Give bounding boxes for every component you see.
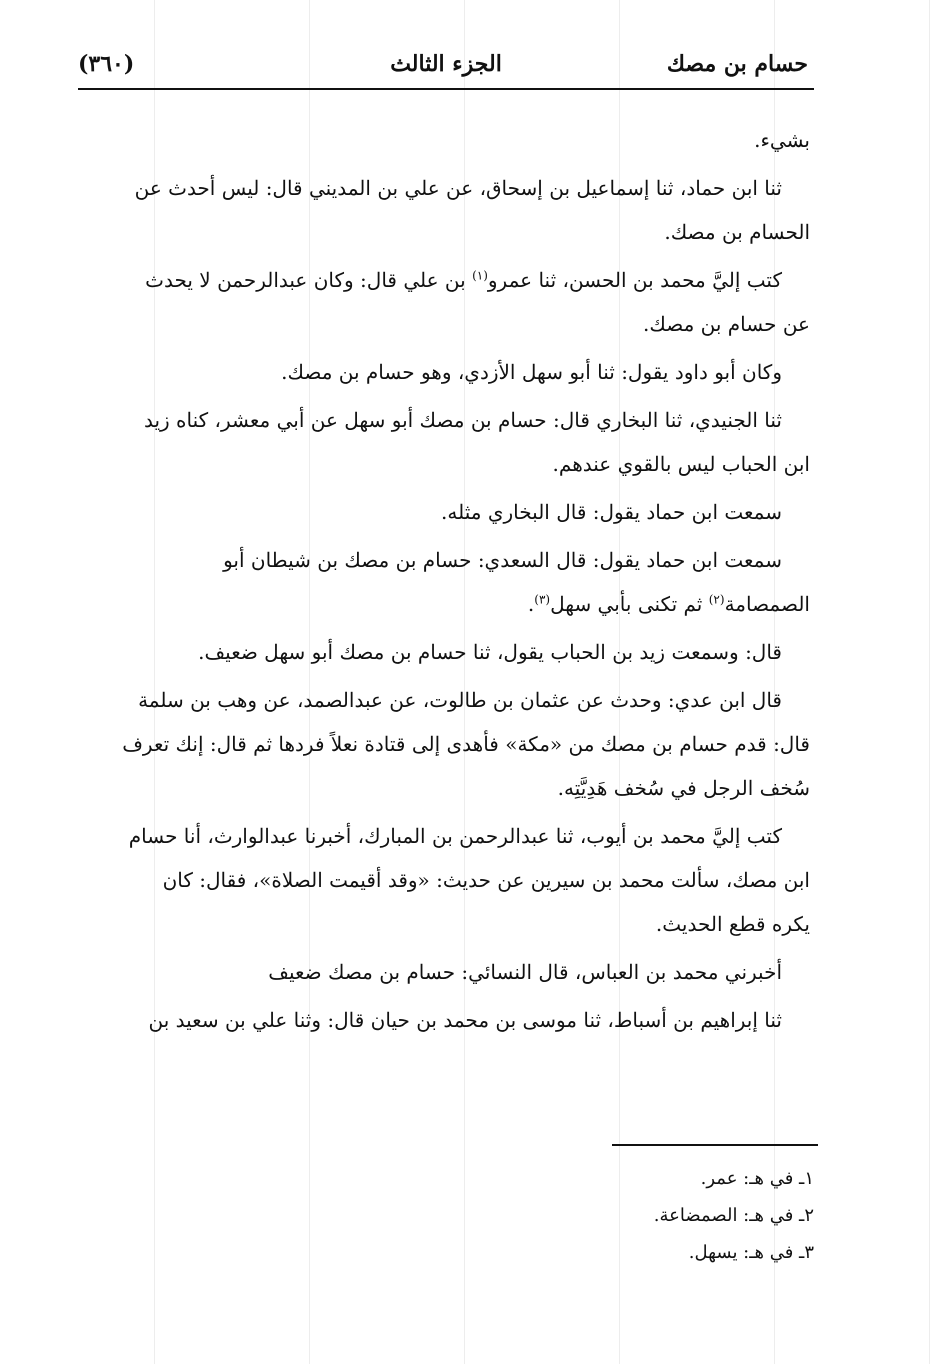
paragraph: [80, 678, 810, 810]
page-header: [78, 44, 814, 84]
paragraph: [80, 998, 810, 1042]
text-line: عن حسام بن مصك.: [643, 312, 810, 336]
text-line: ثنا ابن حماد، ثنا إسماعيل بن إسحاق، عن علي بن المديني قال: ليس أحدث عن: [134, 176, 782, 200]
text-line: قال: وسمعت زيد بن الحباب يقول، ثنا حسام بن مصك أبو سهل ضعيف.: [198, 640, 782, 664]
paragraph: [80, 538, 810, 626]
paragraph: [80, 490, 810, 534]
text-line: يكره قطع الحديث.: [655, 912, 810, 936]
paragraph: [80, 950, 810, 994]
paragraph: [80, 398, 810, 486]
footnote-1: ١ـ في هـ: عمر.: [700, 1168, 814, 1189]
text-line: سُخف الرجل في سُخف هَدِيَّتِه.: [557, 776, 810, 800]
footnote-ref-3: (٣): [534, 592, 551, 607]
text-line: ثنا الجنيدي، ثنا البخاري قال: حسام بن مصك أبو سهل عن أبي معشر، كناه زيد: [143, 408, 782, 432]
running-title: حسام بن مصك: [666, 51, 808, 77]
text-line: أخبرني محمد بن العباس، قال النسائي: حسام بن مصك ضعيف: [268, 960, 782, 984]
text-line: وكان أبو داود يقول: ثنا أبو سهل الأزدي، وهو حسام بن مصك.: [281, 360, 782, 384]
footnote-ref-1: (١): [472, 268, 488, 283]
footnote-3: ٣ـ في هـ: يسهل.: [688, 1242, 814, 1263]
text-line: الصمصامة$^{(٢)}$ ثم تكنى بأبي سهل$^{(٣)}$.: [527, 592, 810, 616]
text-line: كتب إليَّ محمد بن الحسن، ثنا عمرو$^{(١)}$ بن علي قال: وكان عبدالرحمن لا يحدث: [145, 268, 782, 292]
volume-title: الجزء الثالث: [390, 51, 502, 77]
paragraph: [80, 166, 810, 254]
text-line: ابن مصك، سألت محمد بن سيرين عن حديث: «وقد أقيمت الصلاة»، فقال: كان: [162, 868, 810, 892]
paragraph: [80, 258, 810, 346]
text-line: قال ابن عدي: وحدث عن عثمان بن طالوت، عن عبدالصمد، عن وهب بن سلمة: [138, 688, 782, 712]
footnote-ref-2: (٢): [708, 592, 725, 607]
text-line: ابن الحباب ليس بالقوي عندهم.: [552, 452, 810, 476]
main-text: [80, 118, 810, 1046]
footnote-2: ٢ـ في هـ: الصمضاعة.: [653, 1205, 814, 1226]
footnotes: [654, 1160, 814, 1271]
text-line: الحسام بن مصك.: [664, 220, 810, 244]
text-line: قال: قدم حسام بن مصك من «مكة» فأهدى إلى قتادة نعلاً فردها ثم قال: إنك تعرف: [122, 732, 810, 756]
text-line: ثنا إبراهيم بن أسباط، ثنا موسى بن محمد بن حيان قال: وثنا علي بن سعيد بن: [148, 1008, 782, 1032]
text-line: سمعت ابن حماد يقول: قال السعدي: حسام بن مصك بن شيطان أبو: [223, 548, 782, 572]
paragraph: [80, 118, 810, 162]
page-number: (٣٦٠): [78, 51, 135, 77]
paragraph: [80, 350, 810, 394]
paragraph: [80, 814, 810, 946]
paragraph: [80, 630, 810, 674]
header-rule: [78, 88, 814, 90]
footnote-separator: [612, 1144, 818, 1146]
text-line: كتب إليَّ محمد بن أيوب، ثنا عبدالرحمن بن المبارك، أخبرنا عبدالوارث، أنا حسام: [128, 824, 782, 848]
text-line: سمعت ابن حماد يقول: قال البخاري مثله.: [441, 500, 782, 524]
text-line: بشيء.: [754, 128, 810, 152]
